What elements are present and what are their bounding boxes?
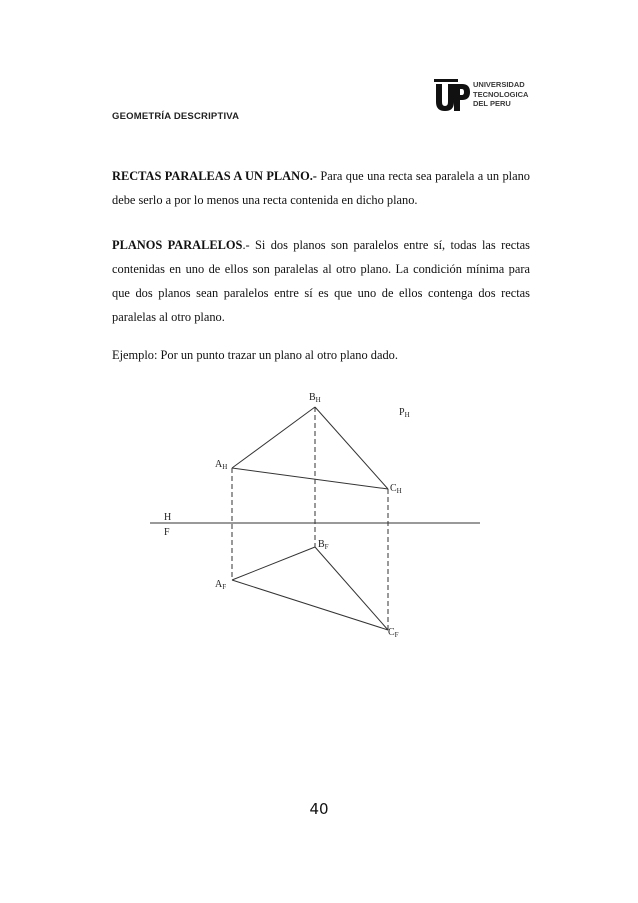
paragraph-lead: RECTAS PARALEAS A UN PLANO.-	[112, 169, 317, 183]
paragraph-ejemplo	[112, 343, 530, 367]
paragraph-planos-paralelos	[112, 233, 530, 329]
paragraph-rectas-paralelas	[112, 164, 530, 212]
header-title: GEOMETRÍA DESCRIPTIVA	[112, 111, 240, 122]
edge-ah-ch	[232, 468, 388, 489]
label-bh: $B_H$	[309, 392, 321, 404]
label-fold-h: H	[164, 512, 172, 523]
page-number: 40	[309, 800, 329, 818]
edge-bh-ch	[315, 407, 388, 489]
logo-line: DEL PERU	[473, 99, 511, 108]
university-logo	[434, 78, 534, 114]
utp-logo-icon	[434, 78, 472, 114]
label-ph: $P_H$	[399, 407, 410, 419]
label-ah: $A_H$	[215, 459, 228, 471]
paragraph-text: .- Si dos planos son paralelos entre sí, todas las rectas contenidas en uno de ellos son paralelas al otro plano. La condición mínima para que dos planos sean paralelos entre sí es que uno de ellos contenga dos rectas paralelas al otro plano.	[112, 238, 531, 324]
logo-text	[473, 80, 528, 109]
edge-af-bf	[232, 547, 315, 580]
label-af: $A_F$	[215, 579, 227, 591]
logo-line: UNIVERSIDAD	[473, 80, 525, 89]
paragraph-lead: PLANOS PARALELOS	[112, 238, 243, 252]
paragraph-text: Para que una recta sea paralela a un plano debe serlo a por lo menos una recta contenida en dicho plano.	[112, 169, 530, 207]
logo-line: TECNOLOGICA	[473, 89, 529, 99]
label-cf: $C_F$	[388, 627, 399, 639]
edge-bf-cf	[315, 547, 388, 630]
paragraph-text: Ejemplo: Por un punto trazar un plano al otro plano dado.	[112, 348, 398, 362]
projection-diagram	[150, 385, 490, 645]
label-ch: $C_H$	[390, 483, 402, 495]
edge-ah-bh	[232, 407, 315, 468]
label-bf: $B_F$	[318, 539, 329, 551]
label-fold-f: F	[164, 527, 170, 538]
edge-af-cf	[232, 580, 388, 630]
